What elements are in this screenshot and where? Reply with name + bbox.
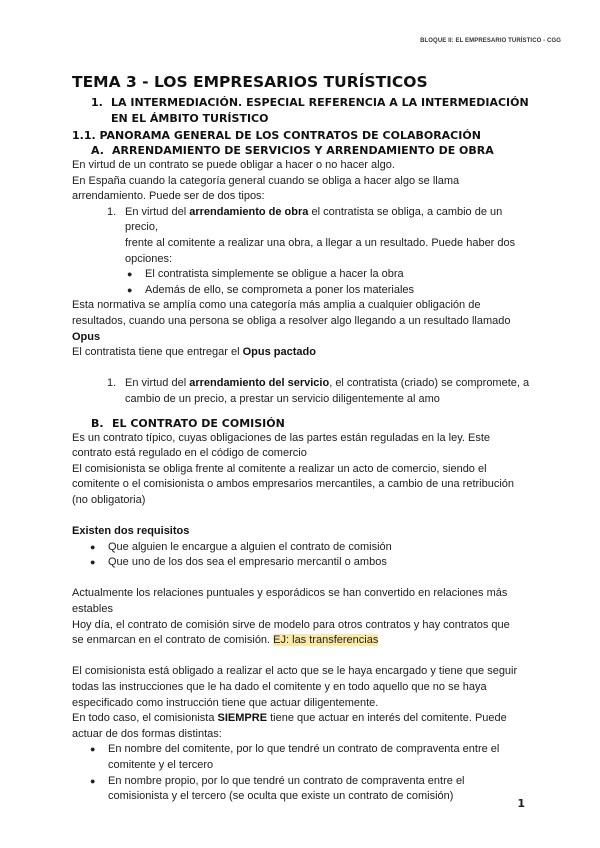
list-item-text: comisionista y el tercero (se oculta que existe un contrato de comisión) [108,790,454,803]
bullet-list [72,540,532,571]
text-span: tiene que actuar en interés del comitente. Puede [267,712,507,725]
section-b-heading [72,416,532,431]
text-line: comitente o el comisionista o ambos empresarios mercantiles, a cambio de una retribución [72,478,515,491]
text-line: contrato está regulado en el código de comercio [72,447,307,460]
section-b-letter: B. [91,416,104,430]
bullet-icon: ● [127,269,133,280]
text-line: Hoy día, el contrato de comisión sirve de modelo para otros contratos y hay contratos que [72,618,510,631]
list-item-text: Que uno de los dos sea el empresario mercantil o ambos [108,556,387,569]
text-span: En todo caso, el comisionista [72,712,218,725]
text-span: , el contratista (criado) se compromete, a [329,377,530,390]
text-line: cambio de un precio, a prestar un servicio diligentemente al amo [125,392,440,405]
list-number: 1. [107,377,117,390]
list-item [127,283,532,299]
bold-heading: Existen dos requisitos [72,525,190,538]
bold-term: arrendamiento del servicio [189,377,330,390]
bullet-icon: ● [90,744,96,755]
section-a-title: ARRENDAMIENTO DE SERVICIOS Y ARRENDAMIENTO DE OBRA [112,144,494,157]
list-item-text: Además de ello, se comprometa a poner los materiales [145,283,415,296]
bold-term: SIEMPRE [217,712,268,725]
list-item-text: Que alguien le encargue a alguien el contrato de comisión [108,540,392,553]
bold-term: Opus [72,330,101,343]
paragraph [72,431,532,462]
paragraph [72,664,532,711]
section-1-1-heading: 1.1. PANORAMA GENERAL DE LOS CONTRATOS DE COLABORACIÓN [72,129,481,142]
section-1-heading [72,95,532,126]
document-title: TEMA 3 - LOS EMPRESARIOS TURÍSTICOS [72,73,428,91]
paragraph [72,462,532,509]
list-item [90,540,532,556]
text-line: estables [72,603,113,616]
requisitos-heading [72,524,532,540]
text-line: Esta normativa se amplía como una categoría más amplia a cualquier obligación de [72,299,481,312]
section-1-title-line2: EN EL ÁMBITO TURÍSTICO [111,111,269,125]
section-b-title: EL CONTRATO DE COMISIÓN [112,416,285,430]
list-item [90,742,532,773]
running-header: BLOQUE II: EL EMPRESARIO TURÍSTICO - CGG [420,38,561,44]
text-line: arrendamiento. Puede ser de dos tipos: [72,190,265,203]
list-item-text: En nombre propio, por lo que tendré un contrato de compraventa entre el [108,774,465,787]
ordered-list [72,205,532,267]
paragraph: En virtud de un contrato se puede obligar a hacer o no hacer algo. [72,159,395,171]
text-line: opciones: [125,252,173,265]
list-item [90,555,532,571]
bullet-list [72,742,532,804]
paragraph [72,618,532,649]
section-1-number: 1. [91,96,103,109]
paragraph [72,298,532,345]
text-line: especificado como instrucción tiene que actuar diligentemente. [72,696,379,709]
list-item [127,267,532,283]
list-item-text: El contratista simplemente se obligue a hacer la obra [145,268,404,281]
text-line: todas las instrucciones que le ha dado el comitente y en todo aquello que no se haya [72,681,487,693]
section-a-letter: A. [91,144,104,157]
bullet-list [72,267,532,298]
text-line: resultados, cuando una persona se obliga a resolver algo llegando a un resultado llamado [72,314,511,327]
text-line: El comisionista se obliga frente al comitente a realizar un acto de comercio, siendo el [72,462,487,475]
list-item-arrendamiento-obra [107,205,532,267]
text-line: actuar de dos formas distintas: [72,727,222,740]
text-line: (no obligatoria) [72,493,146,506]
list-item-text: comitente y el tercero [108,758,214,771]
text-line: frente al comitente a realizar una obra, a llegar a un resultado. Puede haber dos [125,236,516,249]
section-a-heading [72,143,532,158]
list-number: 1. [107,205,117,218]
bullet-icon: ● [90,775,96,786]
page-content [72,72,532,805]
paragraph [72,174,532,205]
text-span: El contratista tiene que entregar el [72,346,243,359]
bold-term: Opus pactado [242,346,316,359]
list-item-text: En nombre del comitente, por lo que tendré un contrato de compraventa entre el [108,743,500,756]
text-span: En virtud del [125,205,190,218]
bold-term: arrendamiento de obra [189,205,309,218]
text-span: En virtud del [125,377,190,390]
list-item-arrendamiento-servicio [107,376,532,407]
bullet-icon: ● [127,284,133,295]
bullet-icon: ● [90,557,96,568]
text-line: En España cuando la categoría general cuando se obliga a hacer algo se llama [72,174,460,187]
ordered-list [72,376,532,407]
list-item [90,774,532,805]
bullet-icon: ● [90,541,96,552]
highlighted-example: EJ: las transferencias [273,634,379,647]
paragraph [72,711,532,742]
text-line: El comisionista está obligado a realizar el acto que se le haya encargado y tiene que seguir [72,665,518,678]
paragraph [72,345,532,361]
page-number: 1 [517,797,525,810]
text-line: Es un contrato típico, cuyas obligaciones de las partes están reguladas en la ley. Este [72,431,491,444]
text-line: Actualmente los relaciones puntuales y esporádicos se han convertido en relaciones más [72,587,508,600]
section-1-title-line1: LA INTERMEDIACIÓN. ESPECIAL REFERENCIA A LA INTERMEDIACIÓN [111,96,529,109]
text-span: se enmarcan en el contrato de comisión. [72,634,274,647]
text-span: el contratista se obliga, a cambio de un precio, [125,205,503,234]
paragraph [72,586,532,617]
